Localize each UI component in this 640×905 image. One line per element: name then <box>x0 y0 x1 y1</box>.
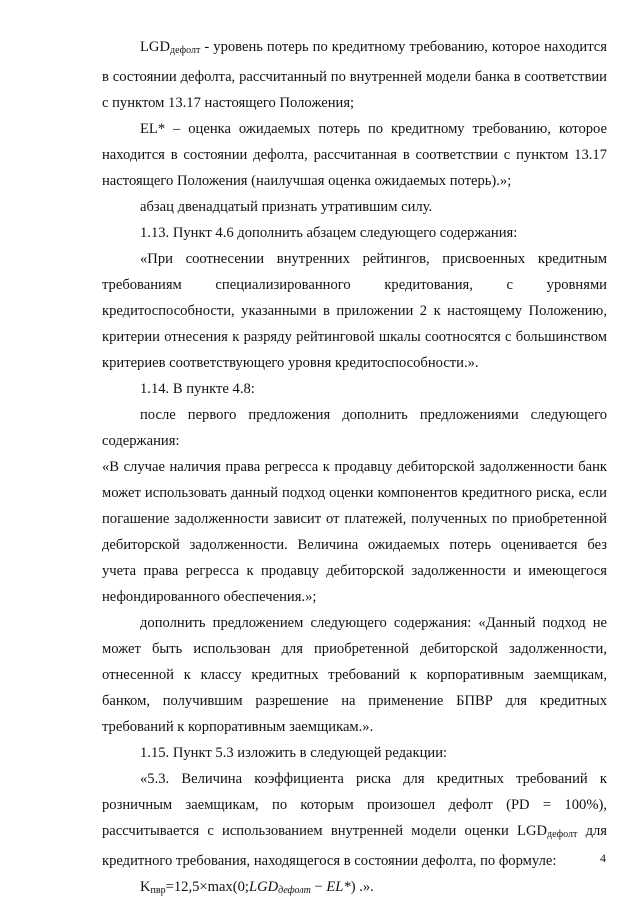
formula-el: EL* <box>326 879 351 895</box>
paragraph-1-15: 1.15. Пункт 5.3 изложить в следующей редакции: <box>140 745 448 761</box>
formula-lgd: LGD <box>248 879 279 895</box>
formula-expression: =12,5×max(0; <box>165 879 249 895</box>
lgd-subscript: дефолт <box>170 45 201 56</box>
formula-k-subscript: пвр <box>150 885 166 896</box>
paragraph-after-first-sentence: после первого предложения дополнить предложениями следующего содержания: <box>102 407 607 449</box>
formula <box>102 874 607 904</box>
paragraph-quote-ratings: «При соотнесении внутренних рейтингов, присвоенных кредитным требованиям специализированного кредитования, с уровнями кредитоспособности, указанными в приложении 2 к настоящему Положению, критерии отнесения к разряду рейтинговой шкалы соотносятся с большинством критериев соответствующего уровня кредитоспособности.». <box>102 251 607 371</box>
formula-k: K <box>140 879 151 895</box>
paragraph-quote-regress: «В случае наличия права регресса к продавцу дебиторской задолженности банк может использовать данный подход оценки компонентов кредитного риска, если погашение задолженности зависит от платежей, полученных по приобретенной дебиторской задолженности. Величина ожидаемых потерь оценивается без учета права регресса к продавцу дебиторской задолженности и имеющегося нефондированного обеспечения.»; <box>102 459 607 605</box>
paragraph-add-sentence: дополнить предложением следующего содержания: «Данный подход не может быть использован для приобретенной дебиторской задолженности, отнесенной к классу кредитных требований к корпоративным заемщикам, банком, получившим разрешение на применение БПВР для кредитных требований к корпоративным заемщикам.». <box>102 615 607 735</box>
p53-subscript: дефолт <box>547 829 578 840</box>
lgd-term: LGD <box>140 39 170 55</box>
paragraph-el-definition: EL* – оценка ожидаемых потерь по кредитному требованию, которое находится в состоянии дефолта, рассчитанная в соответствии с пунктом 13.17 настоящего Положения (наилучшая оценка ожидаемых потерь).»; <box>102 121 607 189</box>
p53-text-before: «5.3. Величина коэффициента риска для кредитных требований к розничным заемщикам, по которым произошел дефолт (PD = 100%), рассчитывается с использованием внутренней модели оценки LGD <box>102 771 607 839</box>
paragraph-abzac: абзац двенадцатый признать утратившим силу. <box>140 199 433 215</box>
page-number: 4 <box>600 851 606 865</box>
paragraph-lgd-definition <box>102 34 607 116</box>
document-body <box>102 34 607 904</box>
paragraph-5-3 <box>102 766 607 874</box>
formula-end: ) .». <box>350 879 374 895</box>
formula-minus: − <box>310 879 327 895</box>
paragraph-1-13: 1.13. Пункт 4.6 дополнить абзацем следующего содержания: <box>140 225 518 241</box>
p53-text-after: для кредитного требования, находящегося в состоянии дефолта, по формуле: <box>102 823 607 869</box>
formula-lgd-subscript: дефолт <box>278 885 311 896</box>
paragraph-1-14: 1.14. В пункте 4.8: <box>140 381 255 397</box>
lgd-definition-text: - уровень потерь по кредитному требованию, которое находится в состоянии дефолта, рассчитанный по внутренней модели банка в соответствии с пунктом 13.17 настоящего Положения; <box>102 39 607 111</box>
